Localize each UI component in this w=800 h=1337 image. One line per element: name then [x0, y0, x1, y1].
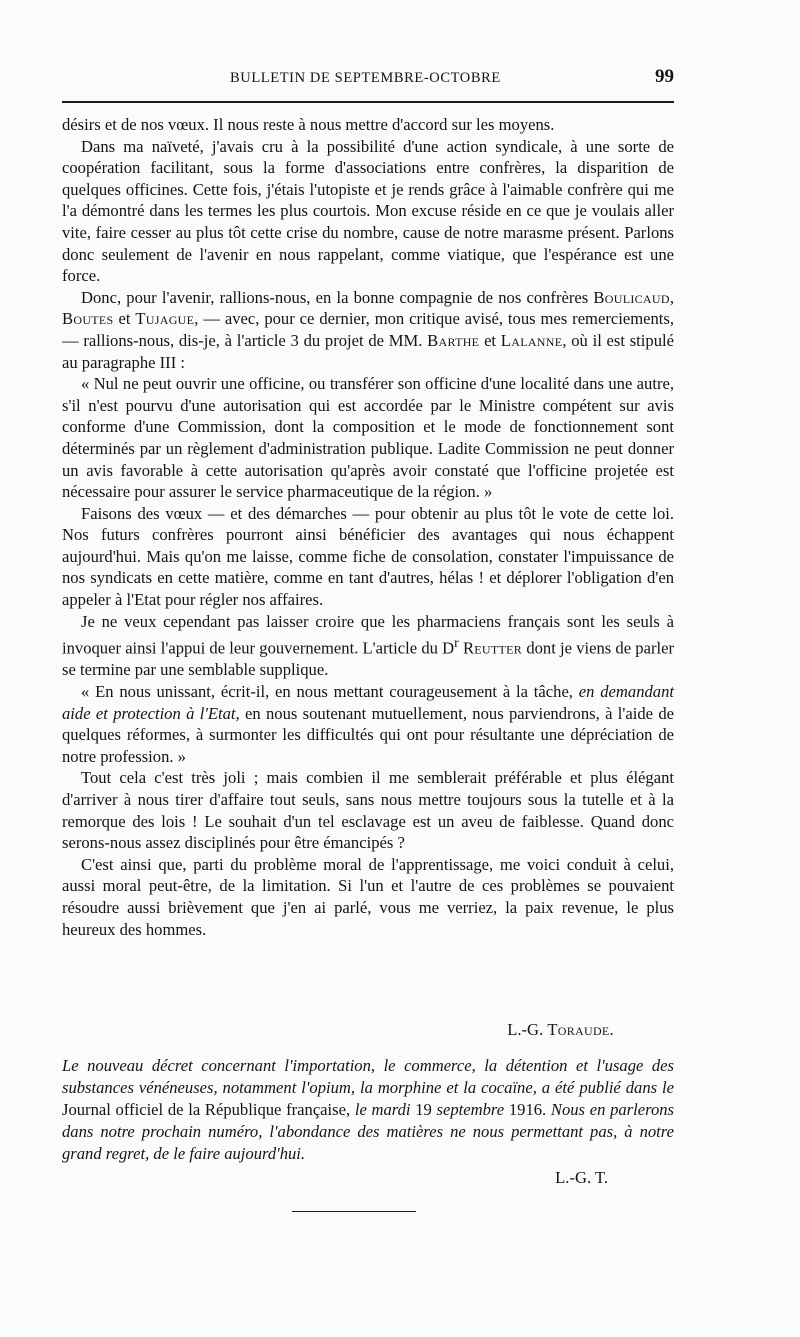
running-title: BULLETIN DE SEPTEMBRE-OCTOBRE — [230, 70, 501, 86]
paragraph-3-text-4: , — avec, pour ce dernier, mon critique avisé, tous mes remerciements, — rallions-nous, dis-je, à l'article 3 du projet de MM. — [62, 309, 674, 350]
quote-emphasis: en demandant aide et protection à l'Etat, — [62, 681, 674, 723]
quote-text-2: en nous soutenant mutuellement, nous parviendrons, à l'aide de quelques réformes, à surmonter les difficultés qui ont pour résultante une dépréciation de notre profession. » — [62, 703, 674, 766]
note-year: 1916. — [508, 1100, 547, 1119]
signature-surname: Toraude. — [547, 1020, 614, 1039]
signature-initials: L.-G. — [507, 1020, 548, 1039]
author-signature — [507, 1020, 614, 1040]
editorial-note — [62, 1055, 674, 1165]
name-boulicaud: Boulicaud — [593, 287, 670, 307]
note-text-3: septembre — [431, 1100, 509, 1119]
note-day: 19 — [415, 1100, 432, 1119]
paragraph-1: désirs et de nos vœux. Il nous reste à nous mettre d'accord sur les moyens. — [62, 115, 555, 134]
note-text-4: Nous en parlerons dans notre prochain numéro, l'abondance des matières ne nous permettant pas, à notre grand regret, de le faire aujourd'hui. — [62, 1100, 674, 1163]
quoted-supplique — [62, 681, 674, 767]
note-text-2: le mardi — [350, 1100, 416, 1119]
paragraph-3 — [62, 287, 674, 373]
paragraph-2: Dans ma naïveté, j'avais cru à la possibilité d'une action syndicale, à une sorte de coopération facilitant, sous la forme d'associations entre confrères, la disparition de quelques officines. Cette fois, j'étais l'utopiste et je rends grâce à l'aimable confrère qui me l'a démontré dans les termes les plus courtois. Mon excuse réside en ce que je voulais aller vite, faire cesser au plus tôt cette crise du nombre, cause de notre marasme présent. Parlons donc seulement de l'avenir en nous rappelant, comme viatique, que l'espérance est une force. — [62, 136, 674, 286]
paragraph-6-text-1: Je ne veux cependant pas laisser croire que les pharmaciens français sont les seuls à invoquer ainsi l'appui de leur gouvernement. L'article du D — [62, 611, 674, 658]
quote-text-1: « En nous unissant, écrit-il, en nous mettant courageusement à la tâche, — [81, 681, 579, 701]
paragraph-3-text-3: et — [113, 309, 136, 329]
name-lalanne: Lalanne — [500, 330, 563, 350]
note-text-1: Le nouveau décret concernant l'importation, le commerce, la détention et l'usage des substances vénéneuses, notamment l'opium, la morphine et la cocaïne, a été publié dans le — [62, 1056, 674, 1097]
note-journal-title: Journal officiel de la République française, — [62, 1100, 351, 1119]
paragraph-8: Tout cela c'est très joli ; mais combien il me semblerait préférable et plus élégant d'arriver à nous tirer d'affaire tout seuls, sans nous mettre toujours sous la tutelle et à la remorque des lois ! Le souhait d'un tel esclavage est un aveu de faiblesse. Quand donc serons-nous assez disciplinés pour être émancipés ? — [62, 768, 674, 853]
header-rule — [62, 101, 674, 103]
paragraph-9: C'est ainsi que, parti du problème moral de l'apprentissage, me voici conduit à celui, aussi moral peut-être, de la limitation. Si l'un et l'autre de ces problèmes se pouvaient résoudre aussi brièvement que j'en ai parlé, vous me verriez, la paix revenue, le plus heureux des hommes. — [62, 854, 674, 939]
note-signature: L.-G. T. — [555, 1168, 608, 1187]
name-reutter: Reutter — [462, 638, 523, 658]
paragraph-3-text-2: , — [669, 287, 674, 307]
paragraph-6-text-3: dont je viens de parler se termine par une semblable supplique. — [62, 638, 674, 680]
article-body — [62, 114, 674, 940]
doctor-superscript: r — [454, 635, 459, 651]
running-head — [62, 66, 674, 92]
paragraph-6 — [62, 611, 674, 681]
page-number: 99 — [655, 66, 674, 87]
end-rule — [292, 1211, 416, 1212]
paragraph-3-text-1: Donc, pour l'avenir, rallions-nous, en la bonne compagnie de nos confrères — [81, 287, 594, 307]
name-barthe: Barthe — [427, 330, 480, 350]
quoted-law-article: « Nul ne peut ouvrir une officine, ou transférer son officine d'une localité dans une autre, s'il n'est pourvu d'une autorisation qui est accordée par le Ministre compétent sur avis conforme d'une Commission, dont la composition et le mode de fonctionnement sont déterminés par un règlement d'administration publique. Ladite Commission ne peut donner un avis favorable à cette autorisation qu'après avoir constaté que l'officine projetée est nécessaire pour assurer le service pharmaceutique de la région. » — [62, 374, 674, 502]
name-boutes: Boutes — [62, 309, 114, 329]
paragraph-3-text-5: et — [479, 330, 501, 350]
paragraph-3-text-6: , où il est stipulé au paragraphe III : — [62, 330, 674, 372]
paragraph-5: Faisons des vœux — et des démarches — pour obtenir au plus tôt le vote de cette loi. Nos futurs confrères pourront ainsi bénéficier des avantages qui nous échappent aujourd'hui. Mais qu'on me laisse, comme fiche de consolation, constater l'impuissance de nos syndicats en cette matière, comme en tant d'autres, hélas ! et déplorer l'obligation d'en appeler à l'Etat pour régler nos affaires. — [62, 503, 674, 610]
name-tujague: Tujague — [135, 309, 195, 329]
note-paragraph — [62, 1055, 674, 1165]
